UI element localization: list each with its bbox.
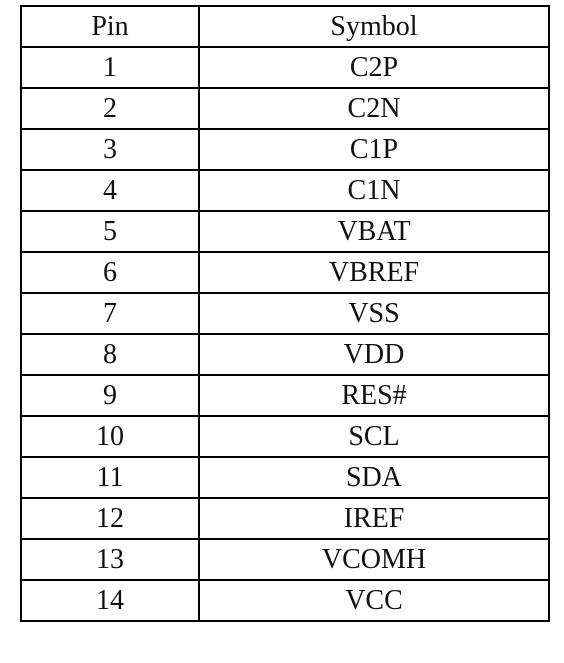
table-row bbox=[21, 293, 549, 334]
header-row bbox=[21, 6, 549, 47]
symbol-cell: IREF bbox=[199, 498, 549, 539]
pin-cell: 7 bbox=[21, 293, 199, 334]
pin-cell: 6 bbox=[21, 252, 199, 293]
pin-cell: 4 bbox=[21, 170, 199, 211]
pin-cell: 8 bbox=[21, 334, 199, 375]
pin-cell: 3 bbox=[21, 129, 199, 170]
pin-cell: 5 bbox=[21, 211, 199, 252]
table-row bbox=[21, 334, 549, 375]
table-row bbox=[21, 457, 549, 498]
table-row bbox=[21, 211, 549, 252]
pin-cell: 14 bbox=[21, 580, 199, 621]
table-row bbox=[21, 416, 549, 457]
symbol-cell: C2P bbox=[199, 47, 549, 88]
table-row bbox=[21, 170, 549, 211]
pin-cell: 11 bbox=[21, 457, 199, 498]
header-symbol: Symbol bbox=[199, 6, 549, 47]
table-row bbox=[21, 498, 549, 539]
pin-cell: 9 bbox=[21, 375, 199, 416]
pin-cell: 13 bbox=[21, 539, 199, 580]
pin-symbol-table bbox=[20, 5, 550, 622]
symbol-cell: SCL bbox=[199, 416, 549, 457]
symbol-cell: VBAT bbox=[199, 211, 549, 252]
table-row bbox=[21, 539, 549, 580]
table-row bbox=[21, 88, 549, 129]
table-body bbox=[21, 47, 549, 621]
table-row bbox=[21, 580, 549, 621]
table-row bbox=[21, 252, 549, 293]
table-row bbox=[21, 47, 549, 88]
table-header bbox=[21, 6, 549, 47]
symbol-cell: VDD bbox=[199, 334, 549, 375]
symbol-cell: C1P bbox=[199, 129, 549, 170]
symbol-cell: VSS bbox=[199, 293, 549, 334]
table-row bbox=[21, 375, 549, 416]
symbol-cell: RES# bbox=[199, 375, 549, 416]
pin-cell: 10 bbox=[21, 416, 199, 457]
symbol-cell: VBREF bbox=[199, 252, 549, 293]
pin-cell: 12 bbox=[21, 498, 199, 539]
symbol-cell: C1N bbox=[199, 170, 549, 211]
pin-cell: 2 bbox=[21, 88, 199, 129]
pin-cell: 1 bbox=[21, 47, 199, 88]
symbol-cell: SDA bbox=[199, 457, 549, 498]
symbol-cell: VCOMH bbox=[199, 539, 549, 580]
symbol-cell: C2N bbox=[199, 88, 549, 129]
table-row bbox=[21, 129, 549, 170]
symbol-cell: VCC bbox=[199, 580, 549, 621]
header-pin: Pin bbox=[21, 6, 199, 47]
